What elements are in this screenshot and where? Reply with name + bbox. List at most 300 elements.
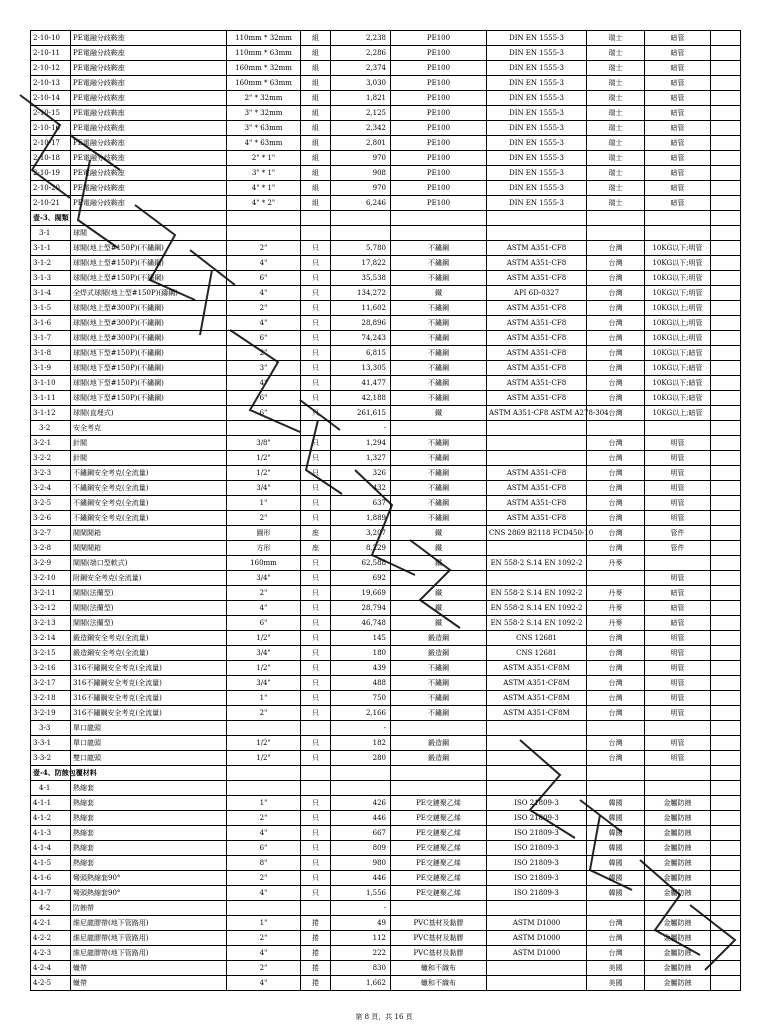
standard-cell: EN 558-2 S.14 EN 1092-2 xyxy=(487,601,587,616)
unit-cell: 只 xyxy=(301,871,331,886)
origin-cell: 台灣 xyxy=(587,646,645,661)
price-cell: 908 xyxy=(331,166,391,181)
remark-cell: 金屬防蝕 xyxy=(645,826,711,841)
table-row xyxy=(31,541,741,556)
item-name-cell: 熱縮套 xyxy=(71,826,227,841)
standard-cell: CNS 12681 xyxy=(487,631,587,646)
item-name-cell: 球閥(地下型#150P)(不鏽鋼) xyxy=(71,361,227,376)
size-cell: 6" xyxy=(227,391,301,406)
item-code-cell: 4-2-5 xyxy=(31,976,71,991)
unit-cell: 捲 xyxy=(301,976,331,991)
origin-cell: 丹麥 xyxy=(587,616,645,631)
price-cell: 488 xyxy=(331,676,391,691)
size-cell: 3/4" xyxy=(227,481,301,496)
item-code-cell: 3-2-15 xyxy=(31,646,71,661)
material-cell: 鐵 xyxy=(391,616,487,631)
unit-cell xyxy=(301,781,331,796)
table-row xyxy=(31,736,741,751)
extra-cell xyxy=(711,511,741,526)
item-code-cell: 2-10-10 xyxy=(31,31,71,46)
unit-cell: 只 xyxy=(301,811,331,826)
extra-cell xyxy=(711,496,741,511)
standard-cell: ISO 21809-3 xyxy=(487,886,587,901)
unit-cell: 組 xyxy=(301,46,331,61)
size-cell: 2" xyxy=(227,346,301,361)
origin-cell: 台灣 xyxy=(587,241,645,256)
size-cell: 1/2" xyxy=(227,466,301,481)
origin-cell: 瑞士 xyxy=(587,196,645,211)
table-row xyxy=(31,631,741,646)
table-row xyxy=(31,661,741,676)
material-cell: PE交鏈聚乙烯 xyxy=(391,811,487,826)
origin-cell: 台灣 xyxy=(587,496,645,511)
material-cell: PE交鏈聚乙烯 xyxy=(391,871,487,886)
remark-cell: 金屬防蝕 xyxy=(645,796,711,811)
unit-cell: 只 xyxy=(301,736,331,751)
item-code-cell: 4-2 xyxy=(31,901,71,916)
material-cell: 不鏽鋼 xyxy=(391,256,487,271)
unit-cell xyxy=(301,901,331,916)
item-name-cell: 針閥 xyxy=(71,436,227,451)
material-cell: 鐵 xyxy=(391,601,487,616)
size-cell: 3" * 63mm xyxy=(227,121,301,136)
size-cell xyxy=(227,226,301,241)
item-name-cell: 球閥(地上型#150P)(不鏽鋼) xyxy=(71,271,227,286)
material-cell xyxy=(391,766,487,781)
size-cell: 160mm * 32mm xyxy=(227,61,301,76)
standard-cell: DIN EN 1555-3 xyxy=(487,166,587,181)
size-cell: 2" xyxy=(227,961,301,976)
standard-cell: ASTM A351-CF8 xyxy=(487,361,587,376)
origin-cell: 瑞士 xyxy=(587,136,645,151)
size-cell: 4" * 2" xyxy=(227,196,301,211)
origin-cell: 丹麥 xyxy=(587,601,645,616)
price-cell: 35,538 xyxy=(331,271,391,286)
extra-cell xyxy=(711,136,741,151)
material-cell xyxy=(391,781,487,796)
standard-cell xyxy=(487,571,587,586)
price-cell xyxy=(331,766,391,781)
item-code-cell: 2-10-17 xyxy=(31,136,71,151)
price-cell: 6,815 xyxy=(331,346,391,361)
unit-cell: 只 xyxy=(301,451,331,466)
remark-cell: 暗管 xyxy=(645,196,711,211)
item-name-cell: 閘閥(法蘭型) xyxy=(71,601,227,616)
origin-cell: 台灣 xyxy=(587,376,645,391)
extra-cell xyxy=(711,226,741,241)
origin-cell: 韓國 xyxy=(587,826,645,841)
remark-cell: 明管 xyxy=(645,751,711,766)
size-cell: 3" * 32mm xyxy=(227,106,301,121)
table-body xyxy=(31,31,741,991)
origin-cell: 台灣 xyxy=(587,466,645,481)
standard-cell: ISO 21809-3 xyxy=(487,796,587,811)
origin-cell: 台灣 xyxy=(587,691,645,706)
extra-cell xyxy=(711,946,741,961)
unit-cell: 只 xyxy=(301,841,331,856)
extra-cell xyxy=(711,256,741,271)
extra-cell xyxy=(711,751,741,766)
price-cell: 3,207 xyxy=(331,526,391,541)
unit-cell xyxy=(301,421,331,436)
table-row xyxy=(31,31,741,46)
size-cell: 6" xyxy=(227,841,301,856)
size-cell: 1/2" xyxy=(227,631,301,646)
table-row xyxy=(31,811,741,826)
item-code-cell: 3-1-6 xyxy=(31,316,71,331)
material-cell xyxy=(391,571,487,586)
unit-cell: 只 xyxy=(301,361,331,376)
unit-cell: 只 xyxy=(301,496,331,511)
extra-cell xyxy=(711,316,741,331)
price-cell: 28,896 xyxy=(331,316,391,331)
material-cell: 鍛造鋼 xyxy=(391,751,487,766)
table-row xyxy=(31,256,741,271)
extra-cell xyxy=(711,61,741,76)
item-name-cell: 針閥 xyxy=(71,451,227,466)
price-cell: 426 xyxy=(331,796,391,811)
item-name-cell: 附鋼安全考克(全流量) xyxy=(71,571,227,586)
extra-cell xyxy=(711,646,741,661)
material-cell: PVC基材及黏膠 xyxy=(391,931,487,946)
origin-cell: 韓國 xyxy=(587,841,645,856)
item-name-cell: 鍛造鋼安全考克(全流量) xyxy=(71,646,227,661)
size-cell: 6" xyxy=(227,271,301,286)
item-code-cell: 3-2-7 xyxy=(31,526,71,541)
item-code-cell: 2-10-16 xyxy=(31,121,71,136)
item-name-cell: 球閥(地下型#150P)(不鏽鋼) xyxy=(71,376,227,391)
standard-cell xyxy=(487,541,587,556)
unit-cell xyxy=(301,766,331,781)
unit-cell: 只 xyxy=(301,856,331,871)
unit-cell: 組 xyxy=(301,151,331,166)
extra-cell xyxy=(711,556,741,571)
price-cell: 2,801 xyxy=(331,136,391,151)
price-cell: 750 xyxy=(331,691,391,706)
extra-cell xyxy=(711,241,741,256)
origin-cell xyxy=(587,226,645,241)
price-cell: - xyxy=(331,421,391,436)
extra-cell xyxy=(711,451,741,466)
material-cell: 不鏽鋼 xyxy=(391,391,487,406)
extra-cell xyxy=(711,931,741,946)
subsection-row xyxy=(31,781,741,796)
unit-cell: 只 xyxy=(301,796,331,811)
standard-cell: DIN EN 1555-3 xyxy=(487,196,587,211)
item-name-cell: PE電融分歧鞍座 xyxy=(71,46,227,61)
item-name-cell: 316不鏽鋼安全考克(全流量) xyxy=(71,661,227,676)
standard-cell: ASTM A351-CF8 xyxy=(487,376,587,391)
origin-cell: 台灣 xyxy=(587,451,645,466)
size-cell: 4" xyxy=(227,826,301,841)
origin-cell: 台灣 xyxy=(587,406,645,421)
standard-cell: DIN EN 1555-3 xyxy=(487,136,587,151)
standard-cell: ASTM A351-CF8M xyxy=(487,661,587,676)
table-row xyxy=(31,391,741,406)
size-cell: 1/2" xyxy=(227,736,301,751)
item-name-cell: 蠟帶 xyxy=(71,976,227,991)
material-cell: PE交鏈聚乙烯 xyxy=(391,856,487,871)
origin-cell: 台灣 xyxy=(587,271,645,286)
size-cell: 4" * 1" xyxy=(227,181,301,196)
price-cell: 439 xyxy=(331,661,391,676)
item-name-cell: 閘閥(法蘭型) xyxy=(71,586,227,601)
origin-cell: 瑞士 xyxy=(587,106,645,121)
size-cell: 1" xyxy=(227,691,301,706)
size-cell xyxy=(227,901,301,916)
item-code-cell: 4-2-1 xyxy=(31,916,71,931)
item-code-cell: 4-1 xyxy=(31,781,71,796)
item-code-cell: 2-10-19 xyxy=(31,166,71,181)
material-cell: 不鏽鋼 xyxy=(391,301,487,316)
standard-cell: DIN EN 1555-3 xyxy=(487,91,587,106)
unit-cell: 組 xyxy=(301,31,331,46)
table-row xyxy=(31,706,741,721)
item-code-cell: 3-1-7 xyxy=(31,331,71,346)
size-cell: 3" * 1" xyxy=(227,166,301,181)
item-name-cell: 球閥(地上型#300P)(不鏽鋼) xyxy=(71,331,227,346)
table-row xyxy=(31,136,741,151)
item-code-cell: 3-3 xyxy=(31,721,71,736)
price-cell: 3,030 xyxy=(331,76,391,91)
table-row xyxy=(31,916,741,931)
standard-cell: ASTM A351-CF8 xyxy=(487,256,587,271)
origin-cell: 美國 xyxy=(587,976,645,991)
origin-cell: 台灣 xyxy=(587,481,645,496)
price-table-sheet xyxy=(30,30,741,991)
table-row xyxy=(31,946,741,961)
unit-cell xyxy=(301,721,331,736)
table-row xyxy=(31,691,741,706)
item-name-cell: 彎頭熱縮套90° xyxy=(71,886,227,901)
item-code-cell: 3-2-12 xyxy=(31,601,71,616)
material-cell: PE100 xyxy=(391,166,487,181)
extra-cell xyxy=(711,706,741,721)
material-cell: 不鏽鋼 xyxy=(391,466,487,481)
price-cell: 17,822 xyxy=(331,256,391,271)
material-cell: 不鏽鋼 xyxy=(391,361,487,376)
extra-cell xyxy=(711,571,741,586)
unit-cell: 只 xyxy=(301,406,331,421)
item-code-cell: 3-1-5 xyxy=(31,301,71,316)
unit-cell: 只 xyxy=(301,286,331,301)
standard-cell: EN 558-2 S.14 EN 1092-2 xyxy=(487,616,587,631)
table-row xyxy=(31,241,741,256)
size-cell: 3/4" xyxy=(227,646,301,661)
extra-cell xyxy=(711,766,741,781)
origin-cell: 韓國 xyxy=(587,886,645,901)
item-code-cell: 3-2-1 xyxy=(31,436,71,451)
extra-cell xyxy=(711,616,741,631)
origin-cell: 台灣 xyxy=(587,361,645,376)
material-cell: PE100 xyxy=(391,106,487,121)
material-cell: 不鏽鋼 xyxy=(391,496,487,511)
origin-cell xyxy=(587,766,645,781)
remark-cell xyxy=(645,226,711,241)
origin-cell: 台灣 xyxy=(587,916,645,931)
material-cell: PE100 xyxy=(391,31,487,46)
origin-cell: 台灣 xyxy=(587,436,645,451)
subsection-row xyxy=(31,226,741,241)
remark-cell: 10KG以下;明管 xyxy=(645,256,711,271)
standard-cell: ASTM A351-CF8 xyxy=(487,301,587,316)
unit-cell: 只 xyxy=(301,316,331,331)
material-cell: 鐵 xyxy=(391,556,487,571)
price-cell: 432 xyxy=(331,481,391,496)
remark-cell: 金屬防蝕 xyxy=(645,841,711,856)
standard-cell xyxy=(487,781,587,796)
extra-cell xyxy=(711,376,741,391)
standard-cell xyxy=(487,736,587,751)
item-name-cell: 單口龍頭 xyxy=(71,721,227,736)
price-cell: 970 xyxy=(331,181,391,196)
material-cell: 不鏽鋼 xyxy=(391,241,487,256)
price-cell: 46,748 xyxy=(331,616,391,631)
price-cell: 1,327 xyxy=(331,451,391,466)
size-cell: 4" xyxy=(227,286,301,301)
item-code-cell: 4-2-4 xyxy=(31,961,71,976)
item-name-cell: 不鏽鋼安全考克(全流量) xyxy=(71,481,227,496)
unit-cell: 只 xyxy=(301,706,331,721)
size-cell: 1/2" xyxy=(227,451,301,466)
price-cell: 19,669 xyxy=(331,586,391,601)
item-name-cell: 防蝕帶 xyxy=(71,901,227,916)
item-name-cell: 球閥(地上型#300P)(不鏽鋼) xyxy=(71,301,227,316)
extra-cell xyxy=(711,676,741,691)
origin-cell: 瑞士 xyxy=(587,166,645,181)
price-cell: 2,166 xyxy=(331,706,391,721)
standard-cell: ASTM D1000 xyxy=(487,916,587,931)
extra-cell xyxy=(711,526,741,541)
item-code-cell: 4-2-3 xyxy=(31,946,71,961)
unit-cell: 只 xyxy=(301,631,331,646)
item-code-cell: 3-2-4 xyxy=(31,481,71,496)
origin-cell: 瑞士 xyxy=(587,151,645,166)
extra-cell xyxy=(711,121,741,136)
item-code-cell: 壹-4、防蝕包覆材料 xyxy=(31,766,71,781)
size-cell: 160mm xyxy=(227,556,301,571)
item-code-cell: 2-10-21 xyxy=(31,196,71,211)
remark-cell: 明管 xyxy=(645,736,711,751)
material-cell: 鐵 xyxy=(391,586,487,601)
origin-cell: 韓國 xyxy=(587,811,645,826)
size-cell: 4" xyxy=(227,256,301,271)
extra-cell xyxy=(711,196,741,211)
extra-cell xyxy=(711,961,741,976)
origin-cell: 台灣 xyxy=(587,541,645,556)
table-row xyxy=(31,841,741,856)
origin-cell: 美國 xyxy=(587,961,645,976)
table-row xyxy=(31,526,741,541)
origin-cell: 瑞士 xyxy=(587,76,645,91)
origin-cell xyxy=(587,721,645,736)
item-name-cell: PE電融分歧鞍座 xyxy=(71,166,227,181)
table-row xyxy=(31,616,741,631)
size-cell: 4" xyxy=(227,946,301,961)
size-cell: 4" xyxy=(227,376,301,391)
remark-cell: 明管 xyxy=(645,451,711,466)
remark-cell: 暗管 xyxy=(645,586,711,601)
unit-cell: 只 xyxy=(301,586,331,601)
origin-cell: 台灣 xyxy=(587,511,645,526)
standard-cell: ISO 21809-3 xyxy=(487,856,587,871)
standard-cell xyxy=(487,901,587,916)
price-cell: 667 xyxy=(331,826,391,841)
material-cell: PVC基材及黏膠 xyxy=(391,916,487,931)
extra-cell xyxy=(711,811,741,826)
standard-cell xyxy=(487,751,587,766)
unit-cell: 捲 xyxy=(301,931,331,946)
extra-cell xyxy=(711,541,741,556)
item-code-cell: 3-2-13 xyxy=(31,616,71,631)
item-name-cell: 閥閘閥箱 xyxy=(71,526,227,541)
section-row xyxy=(31,211,741,226)
remark-cell: 金屬防蝕 xyxy=(645,811,711,826)
remark-cell: 金屬防蝕 xyxy=(645,916,711,931)
item-code-cell: 2-10-15 xyxy=(31,106,71,121)
price-cell: 830 xyxy=(331,961,391,976)
table-row xyxy=(31,301,741,316)
unit-cell: 組 xyxy=(301,181,331,196)
table-row xyxy=(31,496,741,511)
item-code-cell: 3-2-5 xyxy=(31,496,71,511)
unit-cell: 只 xyxy=(301,826,331,841)
price-cell: 2,286 xyxy=(331,46,391,61)
price-cell: 41,477 xyxy=(331,376,391,391)
item-name-cell: 閘閥(端口型軟式) xyxy=(71,556,227,571)
extra-cell xyxy=(711,856,741,871)
item-code-cell: 2-10-18 xyxy=(31,151,71,166)
price-cell: 2,238 xyxy=(331,31,391,46)
item-code-cell: 3-2-10 xyxy=(31,571,71,586)
unit-cell: 只 xyxy=(301,481,331,496)
material-cell: PE100 xyxy=(391,151,487,166)
remark-cell: 暗管 xyxy=(645,151,711,166)
remark-cell: 明管 xyxy=(645,646,711,661)
origin-cell: 台灣 xyxy=(587,526,645,541)
origin-cell: 丹麥 xyxy=(587,586,645,601)
item-code-cell: 3-1-10 xyxy=(31,376,71,391)
item-name-cell: 熱縮套 xyxy=(71,796,227,811)
material-cell: PE交鏈聚乙烯 xyxy=(391,796,487,811)
price-cell: 1,821 xyxy=(331,91,391,106)
remark-cell xyxy=(645,766,711,781)
standard-cell xyxy=(487,976,587,991)
standard-cell: ISO 21809-3 xyxy=(487,841,587,856)
price-cell: 1,556 xyxy=(331,886,391,901)
material-cell: PE交鏈聚乙烯 xyxy=(391,826,487,841)
unit-cell: 只 xyxy=(301,646,331,661)
unit-cell: 只 xyxy=(301,376,331,391)
item-name-cell: 雙口龍頭 xyxy=(71,751,227,766)
material-cell: 鐵 xyxy=(391,286,487,301)
origin-cell: 台灣 xyxy=(587,316,645,331)
origin-cell: 台灣 xyxy=(587,751,645,766)
size-cell: 3/8" xyxy=(227,436,301,451)
table-row xyxy=(31,106,741,121)
material-cell: 不鏽鋼 xyxy=(391,316,487,331)
remark-cell: 金屬防蝕 xyxy=(645,946,711,961)
remark-cell: 暗管 xyxy=(645,121,711,136)
remark-cell: 10KG以下;明管 xyxy=(645,241,711,256)
item-name-cell: 熱縮套 xyxy=(71,841,227,856)
remark-cell: 暗管 xyxy=(645,46,711,61)
material-cell: 蠟和不織布 xyxy=(391,976,487,991)
table-row xyxy=(31,286,741,301)
material-cell xyxy=(391,226,487,241)
item-code-cell: 4-1-4 xyxy=(31,841,71,856)
standard-cell xyxy=(487,451,587,466)
